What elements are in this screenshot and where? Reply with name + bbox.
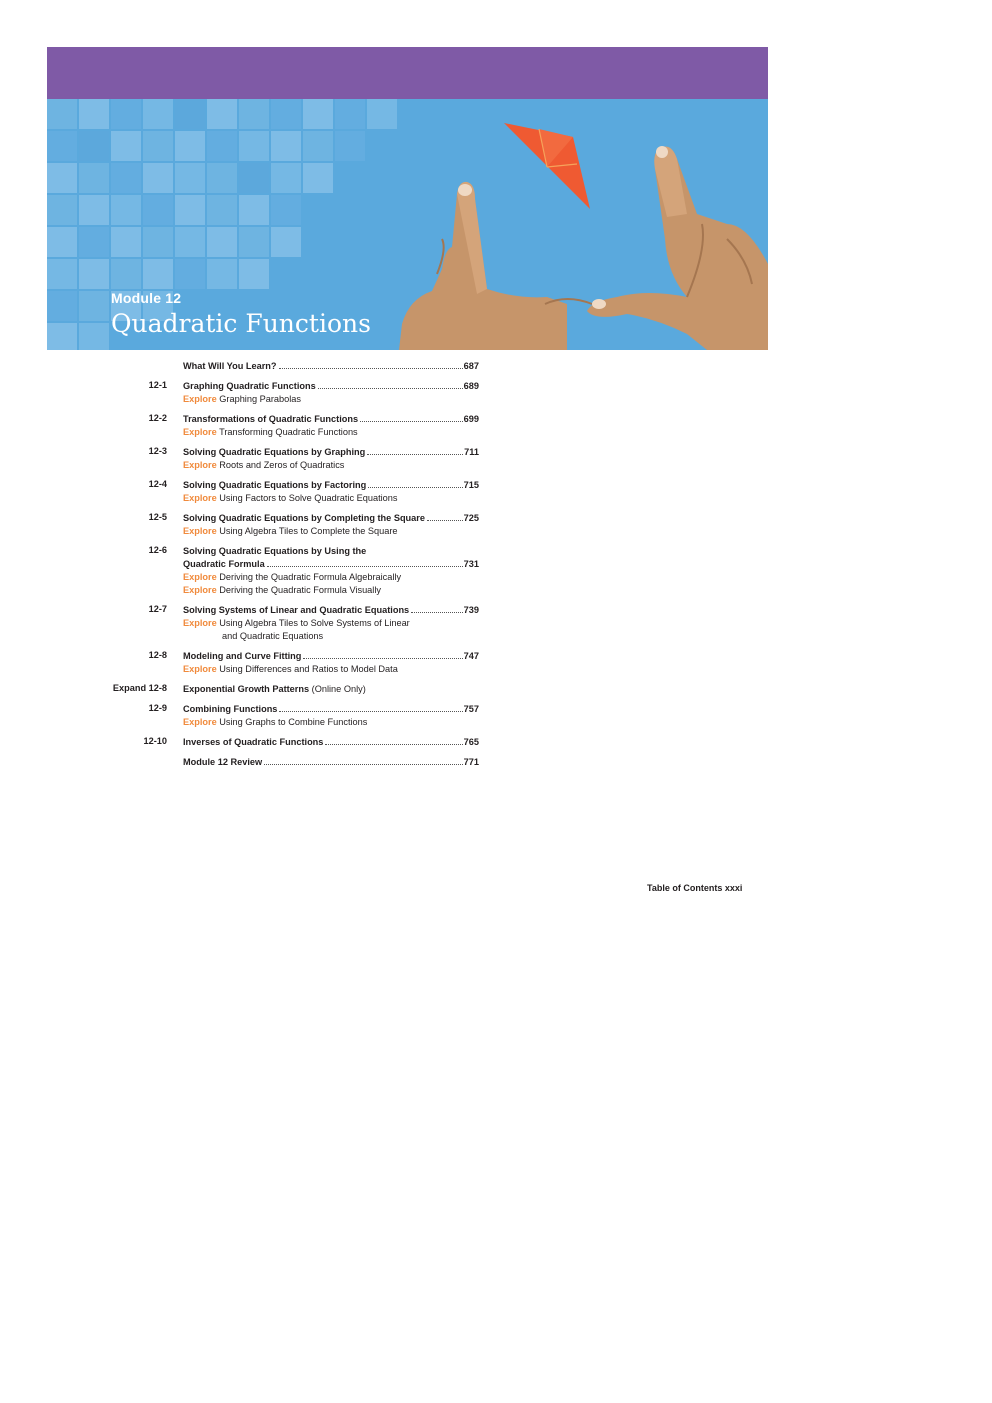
toc-entry xyxy=(47,360,487,373)
leader-dots xyxy=(303,658,462,659)
left-hand xyxy=(399,182,592,350)
toc-link[interactable] xyxy=(183,558,479,571)
toc-link[interactable] xyxy=(183,703,479,716)
explore-item[interactable]: Explore Using Graphs to Combine Functions xyxy=(183,717,368,727)
leader-dots xyxy=(360,421,463,422)
right-hand xyxy=(587,146,768,350)
explore-item[interactable]: Explore Deriving the Quadratic Formula Algebraically xyxy=(183,572,402,582)
lesson-number: 12-5 xyxy=(148,512,167,522)
explore-item[interactable]: Explore Transforming Quadratic Functions xyxy=(183,427,358,437)
paper-triangle xyxy=(504,123,590,209)
explore-item[interactable]: Explore Using Algebra Tiles to Complete the Square xyxy=(183,526,398,536)
page-footer: Table of Contents xxxi xyxy=(647,883,743,893)
explore-item[interactable]: Explore Using Algebra Tiles to Solve Systems of Linear xyxy=(183,618,410,628)
toc-page: 689 xyxy=(463,381,479,391)
hero-image xyxy=(47,99,768,350)
toc-page: 757 xyxy=(463,704,479,714)
toc-title: Combining Functions xyxy=(183,704,278,714)
lesson-number: 12-4 xyxy=(148,479,167,489)
leader-dots xyxy=(279,368,463,369)
leader-dots xyxy=(411,612,462,613)
toc-link[interactable] xyxy=(183,380,479,393)
toc-entry xyxy=(47,703,487,729)
toc-page: 765 xyxy=(463,737,479,747)
toc-title: What Will You Learn? xyxy=(183,361,277,371)
explore-item-continued: and Quadratic Equations xyxy=(222,631,324,641)
lesson-number: 12-8 xyxy=(148,650,167,660)
toc-link[interactable] xyxy=(183,650,479,663)
toc-link[interactable] xyxy=(183,756,479,769)
lesson-number: 12-9 xyxy=(148,703,167,713)
toc-title: Modeling and Curve Fitting xyxy=(183,651,302,661)
toc-page: 739 xyxy=(463,605,479,615)
toc-title: Quadratic Formula xyxy=(183,559,265,569)
toc-entry xyxy=(47,756,487,769)
module-title: Quadratic Functions xyxy=(111,309,371,338)
toc-title: Transformations of Quadratic Functions xyxy=(183,414,359,424)
toc-title: Solving Systems of Linear and Quadratic Equations xyxy=(183,605,410,615)
table-of-contents xyxy=(47,360,487,776)
toc-title: Solving Quadratic Equations by Using the xyxy=(183,546,367,556)
leader-dots xyxy=(427,520,463,521)
toc-page: 731 xyxy=(463,559,479,569)
toc-note: (Online Only) xyxy=(309,684,366,694)
toc-page: 699 xyxy=(463,414,479,424)
toc-title: Graphing Quadratic Functions xyxy=(183,381,316,391)
toc-title-line[interactable] xyxy=(183,545,479,558)
toc-entry xyxy=(47,479,487,505)
toc-link[interactable] xyxy=(183,604,479,617)
leader-dots xyxy=(267,566,463,567)
explore-item[interactable]: Explore Using Differences and Ratios to Model Data xyxy=(183,664,398,674)
toc-page: 747 xyxy=(463,651,479,661)
lesson-number: 12-10 xyxy=(143,736,167,746)
lesson-number: 12-1 xyxy=(148,380,167,390)
leader-dots xyxy=(318,388,463,389)
header-band xyxy=(47,47,768,99)
toc-title: Solving Quadratic Equations by Graphing xyxy=(183,447,366,457)
explore-item[interactable]: Explore Using Factors to Solve Quadratic Equations xyxy=(183,493,398,503)
toc-entry xyxy=(47,446,487,472)
toc-entry xyxy=(47,736,487,749)
toc-link[interactable] xyxy=(183,413,479,426)
toc-page: 771 xyxy=(463,757,479,767)
toc-page: 715 xyxy=(463,480,479,490)
toc-title: Solving Quadratic Equations by Completing the Square xyxy=(183,513,425,523)
lesson-number: 12-3 xyxy=(148,446,167,456)
toc-entry xyxy=(47,650,487,676)
lesson-number: 12-6 xyxy=(148,545,167,555)
toc-link[interactable] xyxy=(183,360,479,373)
toc-entry xyxy=(47,413,487,439)
explore-item[interactable]: Explore Roots and Zeros of Quadratics xyxy=(183,460,345,470)
explore-item[interactable]: Explore Graphing Parabolas xyxy=(183,394,301,404)
module-label: Module 12 xyxy=(111,290,182,306)
toc-link[interactable] xyxy=(183,479,479,492)
toc-link[interactable] xyxy=(183,683,479,696)
toc-link[interactable] xyxy=(183,512,479,525)
lesson-number: 12-2 xyxy=(148,413,167,423)
toc-entry xyxy=(47,380,487,406)
lesson-number: Expand 12-8 xyxy=(112,683,167,693)
toc-entry xyxy=(47,512,487,538)
toc-entry xyxy=(47,683,487,696)
leader-dots xyxy=(264,764,463,765)
toc-title: Module 12 Review xyxy=(183,757,263,767)
toc-link[interactable] xyxy=(183,446,479,459)
leader-dots xyxy=(325,744,462,745)
toc-entry xyxy=(47,545,487,597)
explore-item[interactable]: Explore Deriving the Quadratic Formula Visually xyxy=(183,585,381,595)
toc-page: 687 xyxy=(463,361,479,371)
toc-title: Solving Quadratic Equations by Factoring xyxy=(183,480,367,490)
leader-dots xyxy=(367,454,463,455)
toc-title: Exponential Growth Patterns xyxy=(183,684,310,694)
toc-link[interactable] xyxy=(183,736,479,749)
toc-page: 711 xyxy=(464,447,479,457)
toc-page: 725 xyxy=(463,513,479,523)
leader-dots xyxy=(368,487,462,488)
toc-title: Inverses of Quadratic Functions xyxy=(183,737,324,747)
lesson-number: 12-7 xyxy=(148,604,167,614)
toc-entry xyxy=(47,604,487,643)
leader-dots xyxy=(279,711,462,712)
